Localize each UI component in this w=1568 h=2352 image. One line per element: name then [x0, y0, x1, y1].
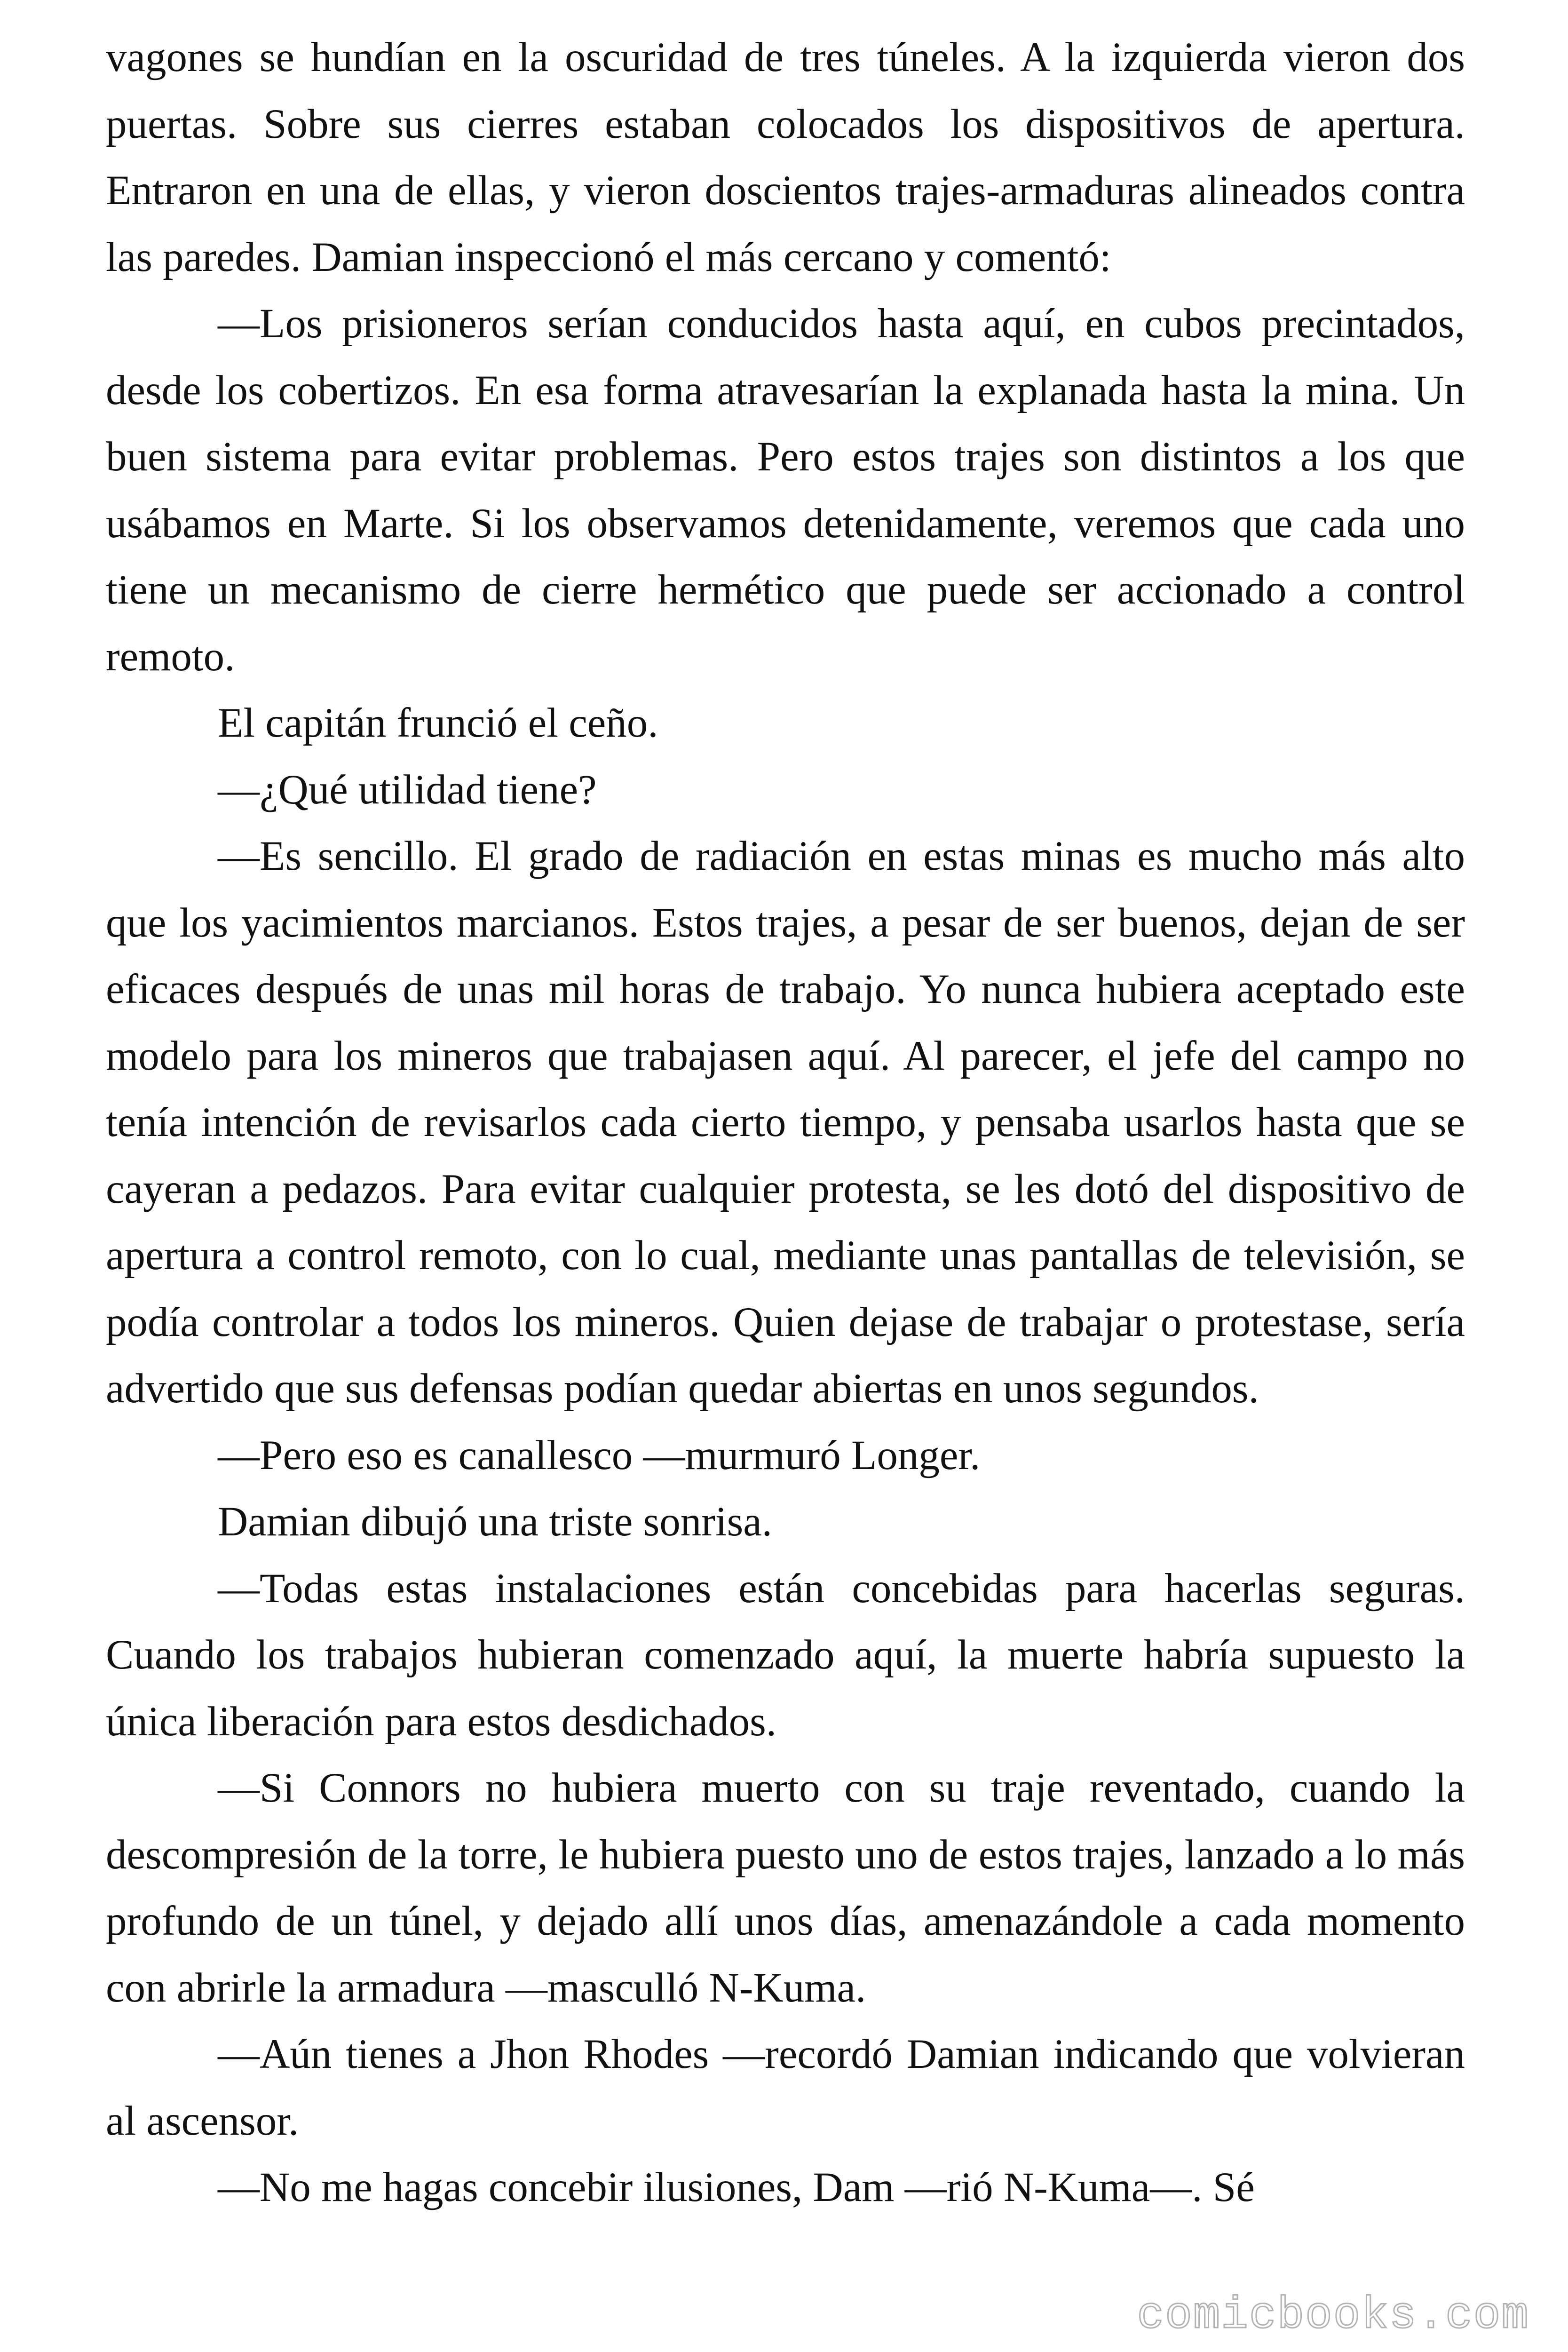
paragraph: Damian dibujó una triste sonrisa. [218, 1499, 773, 1545]
paragraph: —Si Connors no hubiera muerto con su traje reventado, cuando la descompresión de la torre, le hubiera puesto uno de estos trajes, lanzado a lo más profundo de un túnel, y dejado allí unos días, amenazándole a cada momento con abrirle la armadura —masculló N-Kuma. [106, 1765, 1465, 2011]
watermark: comicbooks.com [1137, 2290, 1529, 2341]
paragraph: —Es sencillo. El grado de radiación en estas minas es mucho más alto que los yacimientos marcianos. Estos trajes, a pesar de ser buenos, dejan de ser eficaces después de unas mil horas de trabajo. Yo nunca hubiera aceptado este modelo para los mineros que trabajasen aquí. Al parecer, el jefe del campo no tenía intención de revisarlos cada cierto tiempo, y pensaba usarlos hasta que se cayeran a pedazos. Para evitar cualquier protesta, se les dotó del dispositivo de apertura a control remoto, con lo cual, mediante unas pantallas de televisión, se podía controlar a todos los mineros. Quien dejase de trabajar o protestase, sería advertido que sus defensas podían quedar abiertas en unos segundos. [106, 833, 1465, 1412]
page-text [106, 24, 1465, 2221]
paragraph: —¿Qué utilidad tiene? [218, 766, 597, 813]
paragraph: —Aún tienes a Jhon Rhodes —recordó Damian indicando que volvieran al ascensor. [106, 2031, 1465, 2144]
paragraph: —Todas estas instalaciones están concebidas para hacerlas seguras. Cuando los trabajos hubieran comenzado aquí, la muerte habría supuesto la única liberación para estos desdichados. [106, 1565, 1465, 1745]
paragraph: —Pero eso es canallesco —murmuró Longer. [218, 1432, 981, 1478]
paragraph: —Los prisioneros serían conducidos hasta aquí, en cubos precintados, desde los cobertizos. En esa forma atravesarían la explanada hasta la mina. Un buen sistema para evitar problemas. Pero estos trajes son distintos a los que usábamos en Marte. Si los observamos detenidamente, veremos que cada uno tiene un mecanismo de cierre hermético que puede ser accionado a control remoto. [106, 301, 1465, 680]
paragraph: —No me hagas concebir ilusiones, Dam —rió N-Kuma—. Sé [218, 2164, 1255, 2210]
paragraph: vagones se hundían en la oscuridad de tres túneles. A la izquierda vieron dos puertas. Sobre sus cierres estaban colocados los dispositivos de apertura. Entraron en una de ellas, y vieron doscientos trajes-armaduras alineados contra las paredes. Damian inspeccionó el más cercano y comentó: [106, 34, 1465, 280]
paragraph: El capitán frunció el ceño. [218, 700, 658, 746]
